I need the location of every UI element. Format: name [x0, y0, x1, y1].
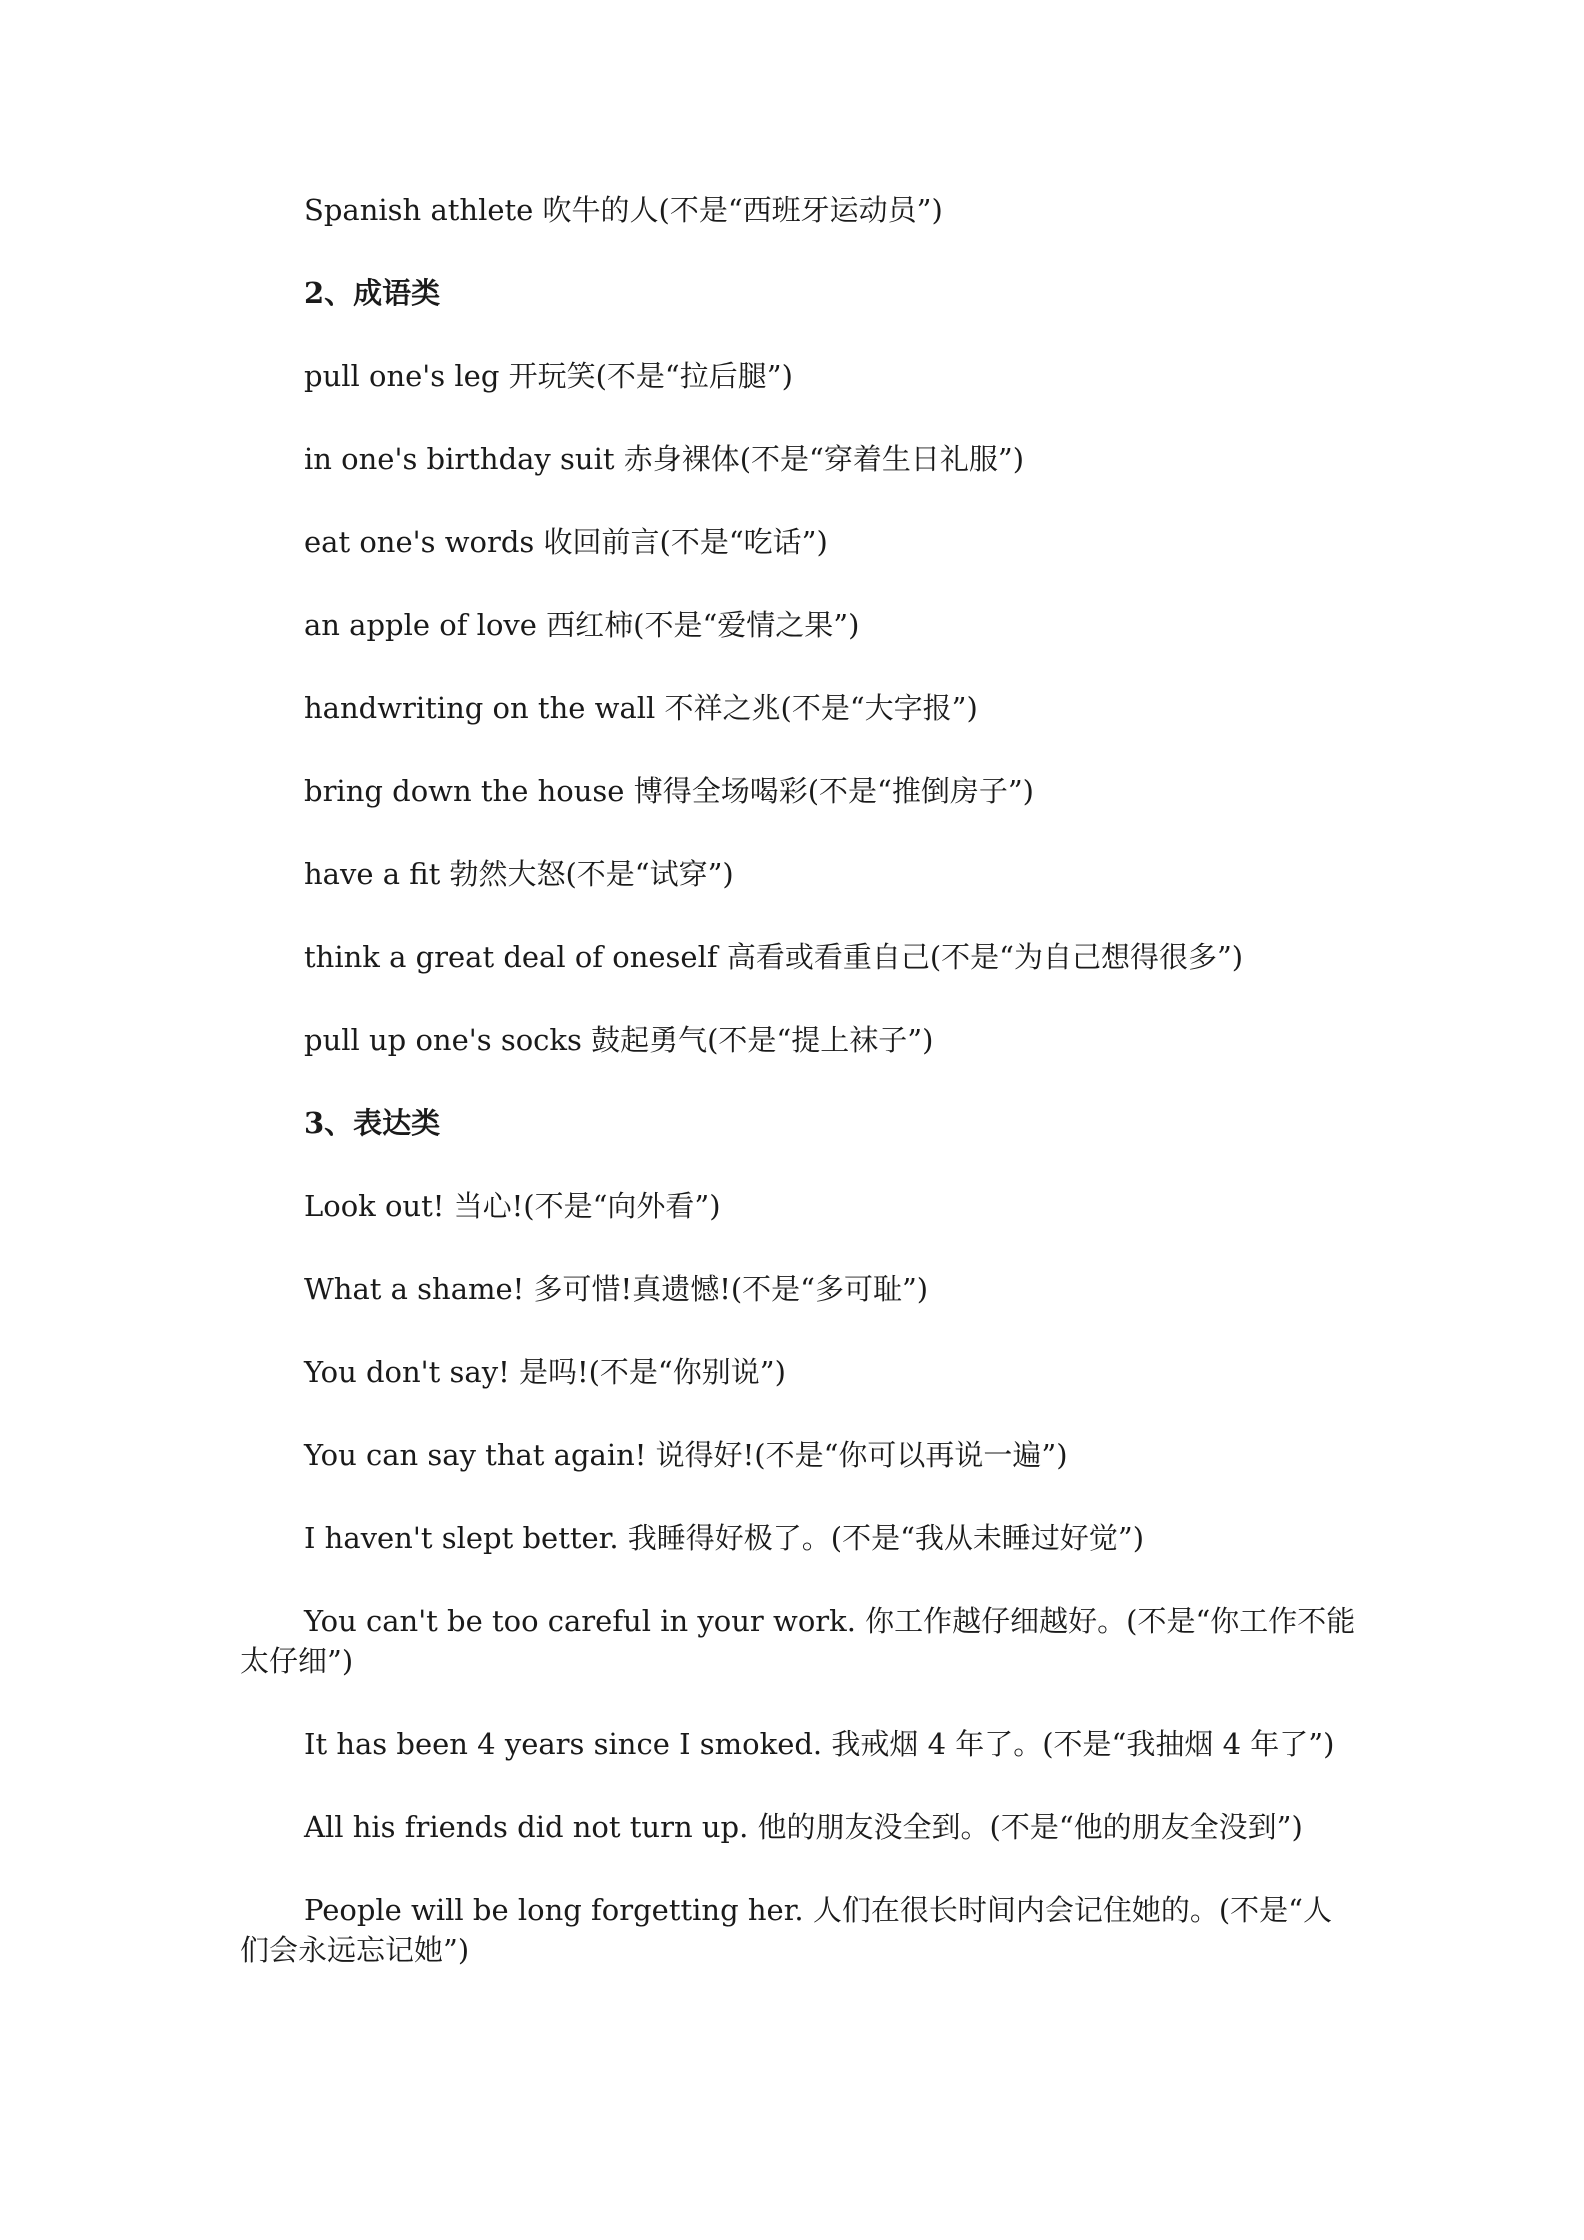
entry-long-forgetting-her: People will be long forgetting her. 人们在很长时间内会记住她的。(不是“人们会永远忘记她”): [240, 1893, 1332, 1967]
entry-spanish-athlete: Spanish athlete 吹牛的人(不是“西班牙运动员”): [304, 193, 943, 227]
document-page: [240, 190, 1360, 2013]
entry-think-great-deal: think a great deal of oneself 高看或看重自己(不是“为自己想得很多”): [304, 940, 1244, 974]
entry-birthday-suit: in one's birthday suit 赤身裸体(不是“穿着生日礼服”): [304, 442, 1025, 476]
entry-eat-ones-words: eat one's words 收回前言(不是“吃话”): [304, 525, 828, 559]
entry-cant-be-too-careful: You can't be too careful in your work. 你工作越仔细越好。(不是“你工作不能太仔细”): [240, 1604, 1356, 1678]
entry-what-a-shame: What a shame! 多可惜!真遗憾!(不是“多可耻”): [304, 1272, 929, 1306]
entry-you-dont-say: You don't say! 是吗!(不是“你别说”): [304, 1355, 786, 1389]
section-heading-idioms: 2、成语类: [304, 276, 441, 310]
entry-handwriting-on-wall: handwriting on the wall 不祥之兆(不是“大字报”): [304, 691, 978, 725]
entry-look-out: Look out! 当心!(不是“向外看”): [304, 1189, 721, 1223]
entry-pull-ones-leg: pull one's leg 开玩笑(不是“拉后腿”): [304, 359, 793, 393]
entry-apple-of-love: an apple of love 西红柿(不是“爱情之果”): [304, 608, 860, 642]
entry-say-that-again: You can say that again! 说得好!(不是“你可以再说一遍”): [304, 1438, 1068, 1472]
entry-since-i-smoked: It has been 4 years since I smoked. 我戒烟 4 年了。(不是“我抽烟 4 年了”): [304, 1727, 1335, 1761]
section-heading-expressions: 3、表达类: [304, 1106, 441, 1140]
entry-friends-not-turn-up: All his friends did not turn up. 他的朋友没全到。(不是“他的朋友全没到”): [304, 1810, 1303, 1844]
entry-pull-up-socks: pull up one's socks 鼓起勇气(不是“提上袜子”): [304, 1023, 934, 1057]
entry-have-a-fit: have a fit 勃然大怒(不是“试穿”): [304, 857, 734, 891]
entry-havent-slept-better: I haven't slept better. 我睡得好极了。(不是“我从未睡过好觉”): [304, 1521, 1145, 1555]
entry-bring-down-house: bring down the house 博得全场喝彩(不是“推倒房子”): [304, 774, 1034, 808]
